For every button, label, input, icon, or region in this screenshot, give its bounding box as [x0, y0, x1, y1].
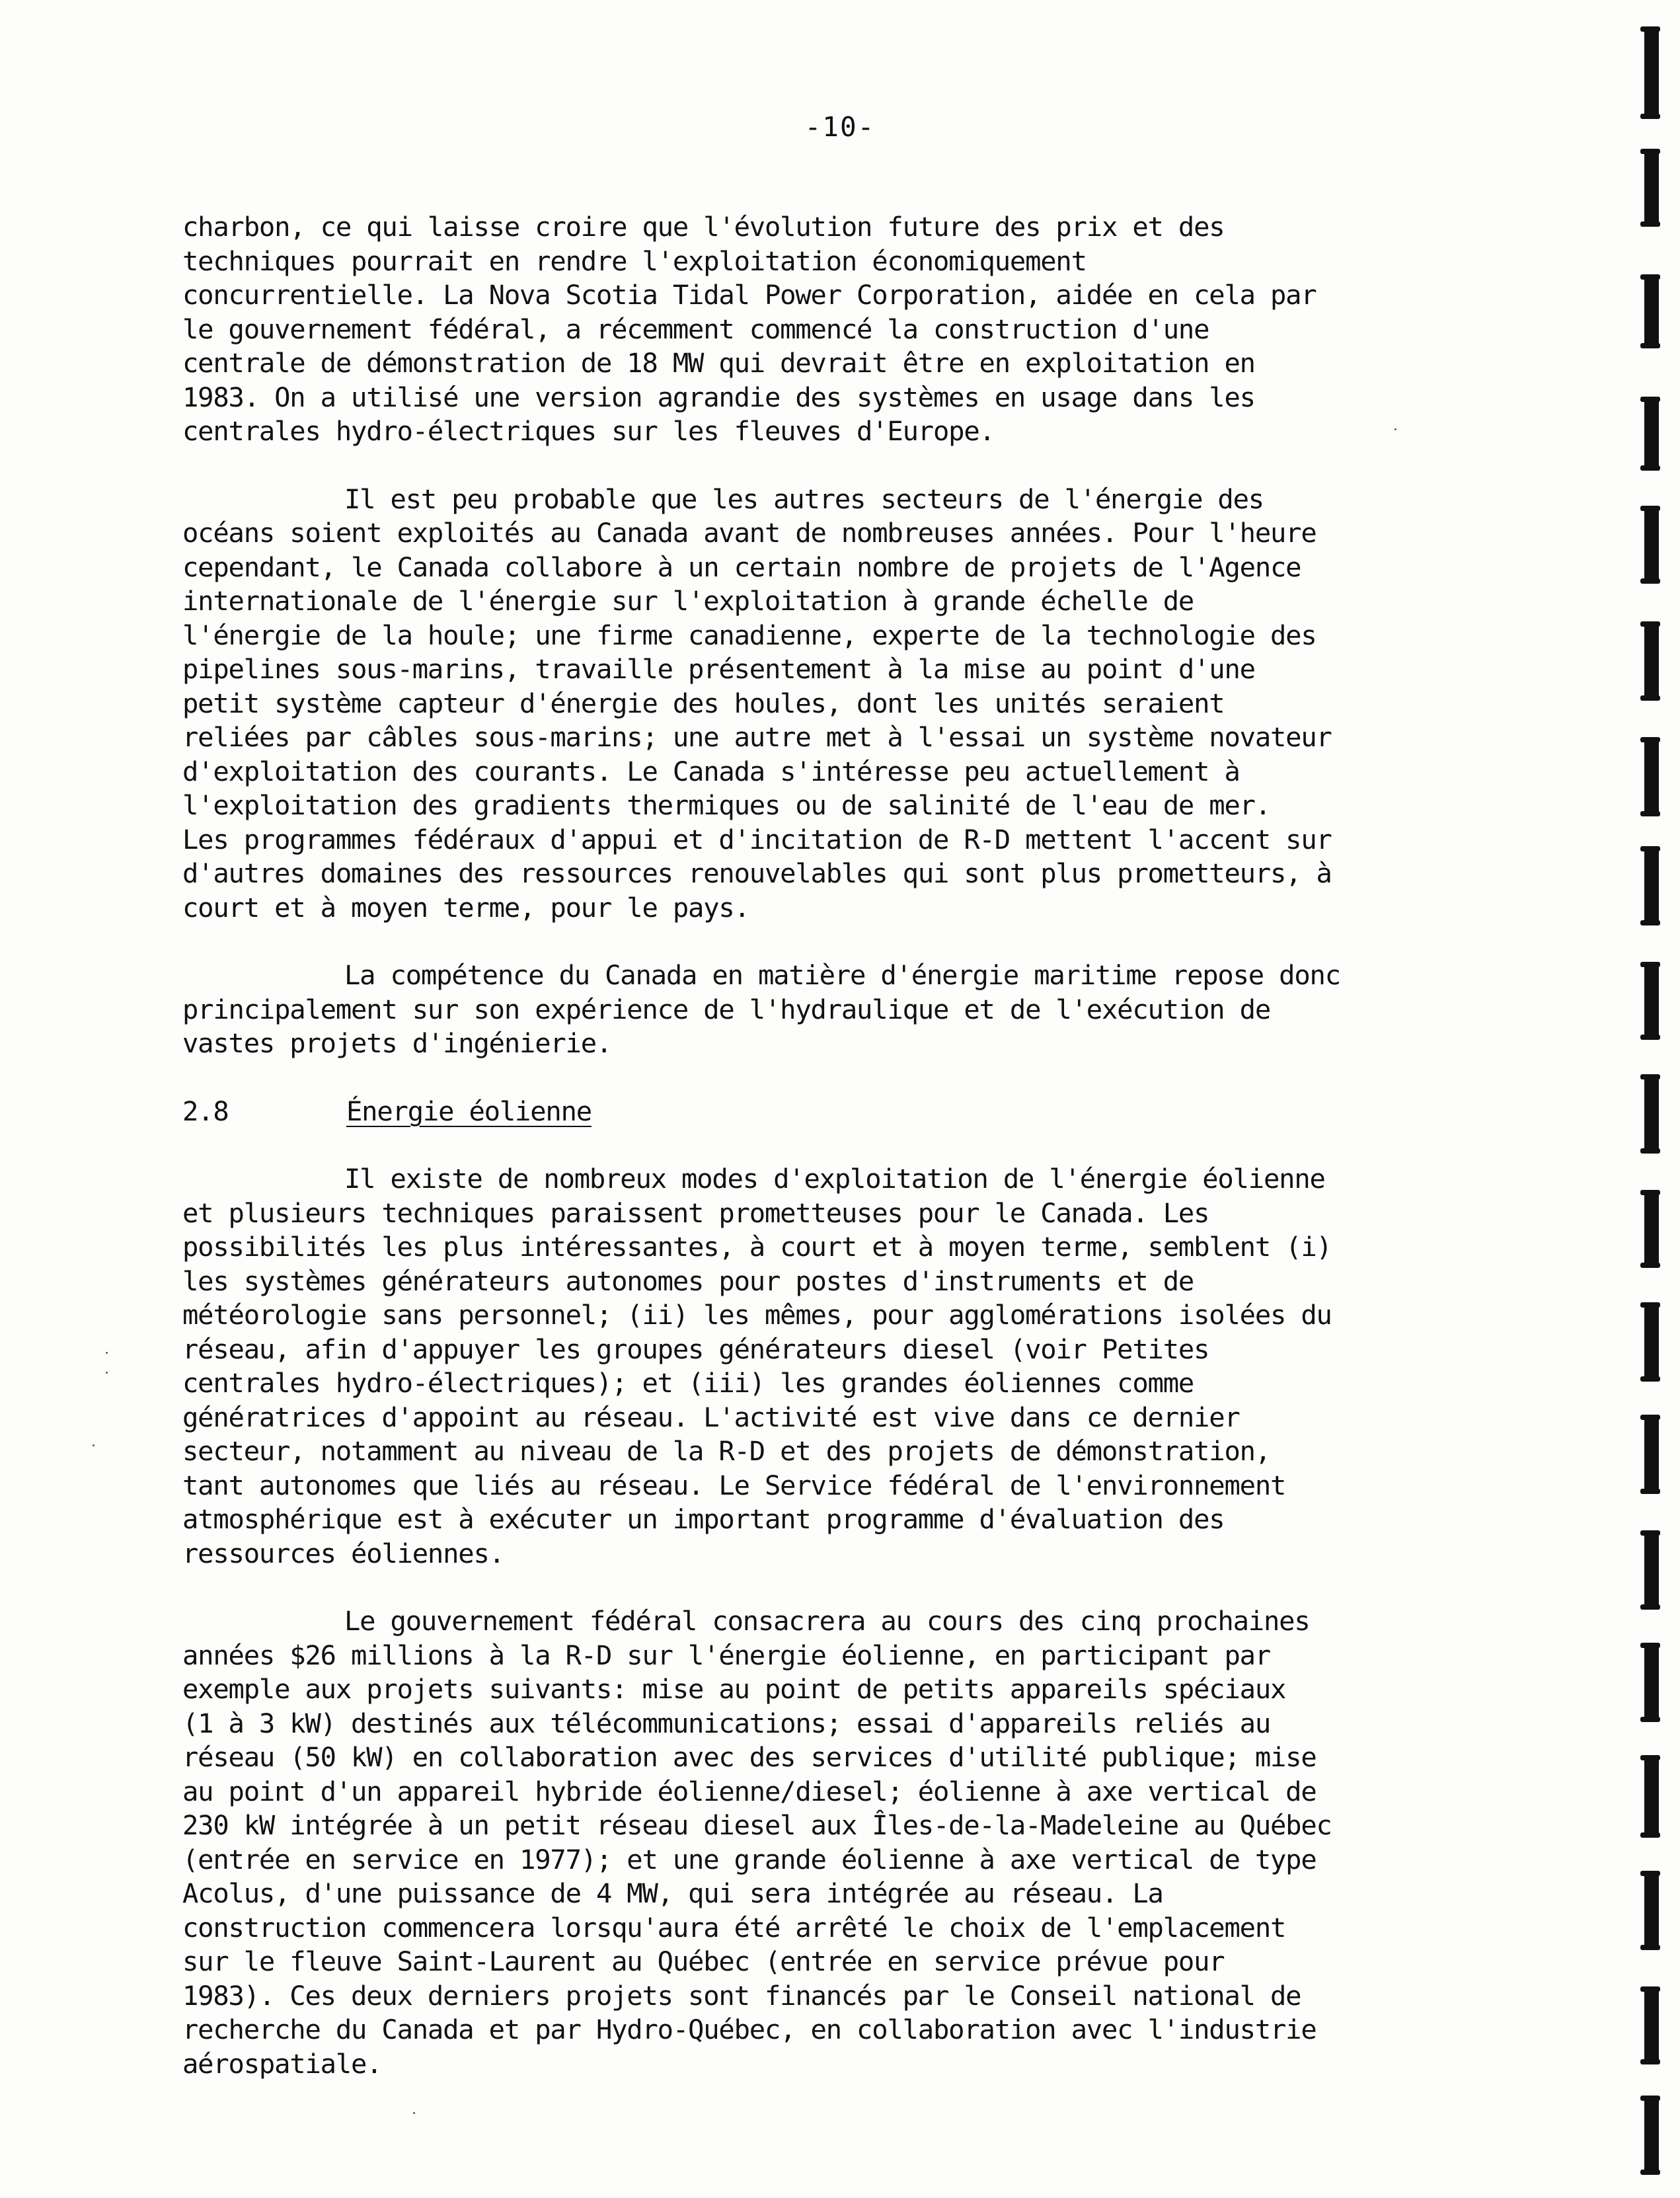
binding-hole-mark [1644, 621, 1659, 701]
paragraph-wind-modes: Il existe de nombreux modes d'exploitation de l'énergie éolienne et plusieurs techniques paraissent prometteuses pour le Canada. Les possibilités les plus intéressantes, à court et à moyen terme, semblent (i) les systèmes générateurs autonomes pour postes d'instruments et de météorologie sans personnel; (ii) les mêmes, pour agglomérations isolées du réseau, afin d'appuyer les groupes générateurs diesel (voir Petites centrales hydro-électriques); et (iii) les grandes éoliennes comme génératrices d'appoint au réseau. L'activité est vive dans ce dernier secteur, notamment au niveau de la R-D et des projets de démonstration, tant autonomes que liés au réseau. Le Service fédéral de l'environnement atmosphérique est à exécuter un important programme d'évaluation des ressources éoliennes. [182, 1163, 1332, 1569]
section-number: 2.8 [182, 1095, 229, 1127]
binding-margin [1627, 0, 1680, 2198]
binding-hole-mark [1644, 26, 1659, 119]
paragraph-wind-funding: Le gouvernement fédéral consacrera au cours des cinq prochaines années $26 millions à la R-D sur l'énergie éolienne, en participant par exemple aux projets suivants: mise au point de petits appareils spéciaux (1 à 3 kW) destinés aux télécommunications; essai d'appareils reliés au réseau (50 kW) en collaboration avec des services d'utilité publique; mise au point d'un appareil hybride éolienne/diesel; éolienne à axe vertical de 230 kW intégrée à un petit réseau diesel aux Îles-de-la-Madeleine au Québec (entrée en service en 1977); et une grande éolienne à axe vertical de type Acolus, d'une puissance de 4 MW, qui sera intégrée au réseau. La construction commencera lorsqu'aura été arrêté le choix de l'emplacement sur le fleuve Saint-Laurent au Québec (entrée en service prévue pour 1983). Ces deux derniers projets sont financés par le Conseil national de recherche du Canada et par Hydro-Québec, en collaboration avec l'industrie aérospatiale. [182, 1605, 1332, 2080]
page-number: -10- [804, 111, 876, 143]
scan-speck [106, 1352, 108, 1354]
document-body [182, 210, 1438, 2115]
binding-hole-mark [1644, 1755, 1659, 1838]
binding-hole-mark [1644, 1871, 1659, 1950]
scan-speck [106, 1372, 108, 1374]
binding-hole-mark [1644, 737, 1659, 816]
section-title: Énergie éolienne [346, 1095, 592, 1127]
paragraph-marine-competence: La compétence du Canada en matière d'énergie maritime repose donc principalement sur son expérience de l'hydraulique et de l'exécution de vastes projets d'ingénierie. [182, 959, 1340, 1059]
section-heading [182, 1095, 1438, 1129]
binding-hole-mark [1644, 1190, 1659, 1268]
scan-speck [413, 2112, 415, 2114]
paragraph-tidal-power: charbon, ce qui laisse croire que l'évolution future des prix et des techniques pourrait en rendre l'exploitation économiquement concurrentielle. La Nova Scotia Tidal Power Corporation, aidée en cela par le gouvernement fédéral, a récemment commencé la construction d'une centrale de démonstration de 18 MW qui devrait être en exploitation en 1983. On a utilisé une version agrandie des systèmes en usage dans les centrales hydro-électriques sur les fleuves d'Europe. [182, 211, 1317, 447]
binding-hole-mark [1644, 1643, 1659, 1722]
binding-hole-mark [1644, 846, 1659, 925]
binding-hole-mark [1644, 1074, 1659, 1154]
binding-hole-mark [1644, 962, 1659, 1040]
binding-hole-mark [1644, 1530, 1659, 1610]
binding-hole-mark [1644, 1302, 1659, 1382]
binding-hole-mark [1644, 1986, 1659, 2064]
binding-hole-mark [1644, 274, 1659, 348]
binding-hole-mark [1644, 2096, 1659, 2175]
paragraph-ocean-energy: Il est peu probable que les autres secteurs de l'énergie des océans soient exploités au Canada avant de nombreuses années. Pour l'heure cependant, le Canada collabore à un certain nombre de projets de l'Agence internationale de l'énergie sur l'exploitation à grande échelle de l'énergie de la houle; une firme canadienne, experte de la technologie des pipelines sous-marins, travaille présentement à la mise au point d'une petit système capteur d'énergie des houles, dont les unités seraient reliées par câbles sous-marins; une autre met à l'essai un système novateur d'exploitation des courants. Le Canada s'intéresse peu actuellement à l'exploitation des gradients thermiques ou de salinité de l'eau de mer. Les programmes fédéraux d'appui et d'incitation de R-D mettent l'accent sur d'autres domaines des ressources renouvelables qui sont plus prometteurs, à court et à moyen terme, pour le pays. [182, 483, 1332, 923]
binding-hole-mark [1644, 149, 1659, 227]
binding-hole-mark [1644, 506, 1659, 584]
binding-hole-mark [1644, 397, 1659, 471]
scan-speck [93, 1444, 95, 1446]
scan-speck [1394, 428, 1396, 430]
binding-hole-mark [1644, 1415, 1659, 1494]
